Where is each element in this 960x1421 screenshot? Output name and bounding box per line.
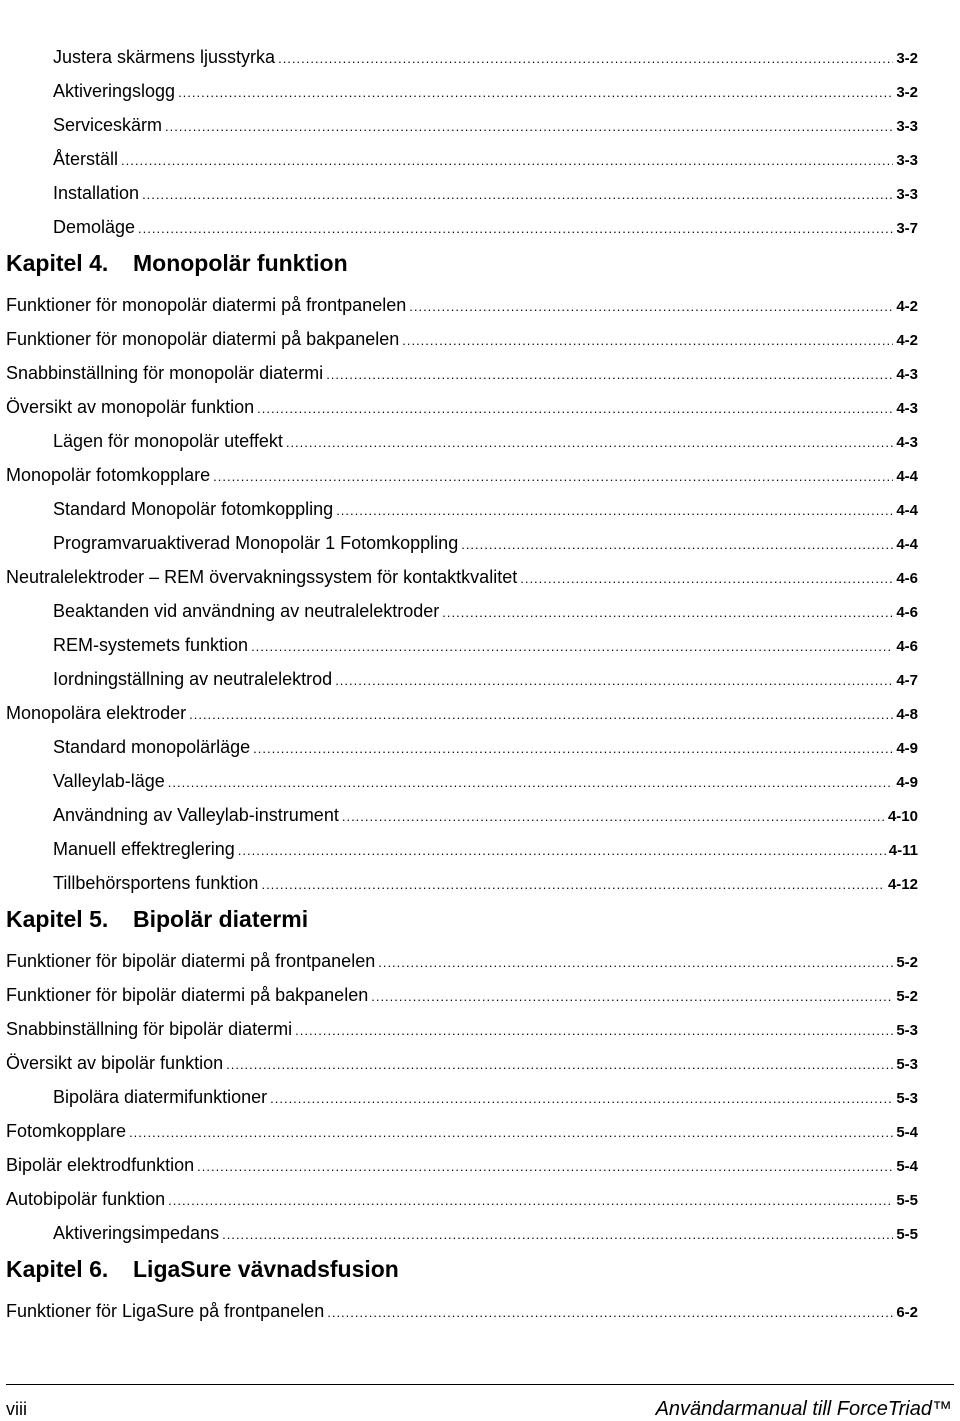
toc-entry-title: Iordningställning av neutralelektrod bbox=[53, 669, 333, 689]
toc-entry-title: Beaktanden vid användning av neutralelektroder bbox=[53, 601, 440, 621]
toc-dot-leader bbox=[336, 501, 893, 521]
toc-entry-row bbox=[53, 805, 918, 827]
toc-page-number: 5-5 bbox=[896, 1226, 918, 1243]
toc-dot-leader bbox=[238, 841, 886, 861]
toc-page-number: 3-3 bbox=[896, 118, 918, 135]
toc-entry-title: Funktioner för monopolär diatermi på bakpanelen bbox=[6, 329, 400, 349]
toc-page-number: 3-2 bbox=[896, 84, 918, 101]
toc-entry-title: Snabbinställning för bipolär diatermi bbox=[6, 1019, 293, 1039]
toc-entry-row bbox=[53, 669, 918, 691]
toc-dot-leader bbox=[142, 185, 893, 205]
toc-dot-leader bbox=[442, 603, 893, 623]
toc-dot-leader bbox=[378, 953, 893, 973]
toc-page-number: 3-3 bbox=[896, 152, 918, 169]
chapter-title: Monopolär funktion bbox=[133, 250, 348, 276]
toc-entry-row bbox=[53, 183, 918, 205]
toc-page-number: 4-6 bbox=[896, 570, 918, 587]
toc-page-number: 4-3 bbox=[896, 434, 918, 451]
toc-entry-title: Tillbehörsportens funktion bbox=[53, 873, 259, 893]
toc-entry[interactable] bbox=[53, 176, 918, 210]
toc-entry-title: Användning av Valleylab-instrument bbox=[53, 805, 339, 825]
toc-entry-title: Funktioner för monopolär diatermi på frontpanelen bbox=[6, 295, 407, 315]
toc-page-number: 5-5 bbox=[896, 1192, 918, 1209]
toc-entry[interactable] bbox=[6, 944, 918, 978]
toc-entry-row bbox=[53, 533, 918, 555]
toc-entry-row bbox=[6, 397, 918, 419]
toc-dot-leader bbox=[261, 875, 885, 895]
toc-entry-title: Serviceskärm bbox=[53, 115, 163, 135]
toc-entry-row bbox=[6, 465, 918, 487]
toc-dot-leader bbox=[138, 219, 893, 239]
toc-dot-leader bbox=[168, 1191, 893, 1211]
toc-page-number: 4-4 bbox=[896, 536, 918, 553]
toc-entry-title: Valleylab-läge bbox=[53, 771, 165, 791]
toc-dot-leader bbox=[295, 1021, 893, 1041]
toc-entry-row bbox=[6, 329, 918, 351]
toc-dot-leader bbox=[409, 297, 893, 317]
toc-page-number: 4-7 bbox=[896, 672, 918, 689]
toc-dot-leader bbox=[165, 117, 893, 137]
toc-entry[interactable] bbox=[53, 866, 918, 900]
toc-entry-title: Fotomkopplare bbox=[6, 1121, 127, 1141]
toc-page-number: 4-3 bbox=[896, 366, 918, 383]
toc-entry[interactable] bbox=[6, 322, 918, 356]
toc-entry[interactable] bbox=[53, 492, 918, 526]
toc-entry[interactable] bbox=[53, 594, 918, 628]
toc-dot-leader bbox=[270, 1089, 893, 1109]
toc-entry-row bbox=[53, 431, 918, 453]
toc-entry-title: Funktioner för bipolär diatermi på bakpanelen bbox=[6, 985, 369, 1005]
footer-divider bbox=[6, 1384, 954, 1385]
toc-page-number: 5-3 bbox=[896, 1022, 918, 1039]
toc-entry[interactable] bbox=[53, 730, 918, 764]
toc-entry-row bbox=[6, 1019, 918, 1041]
toc-entry[interactable] bbox=[6, 696, 918, 730]
toc-page-number: 5-2 bbox=[896, 988, 918, 1005]
footer-page-number: viii bbox=[6, 1399, 27, 1419]
toc-entry-row bbox=[53, 601, 918, 623]
toc-entry[interactable] bbox=[6, 288, 918, 322]
toc-entry-row bbox=[53, 81, 918, 103]
toc-entry-title: Monopolär fotomkopplare bbox=[6, 465, 211, 485]
toc-entry-title: Demoläge bbox=[53, 217, 136, 237]
toc-entry-row bbox=[6, 703, 918, 725]
footer-manual-title: Användarmanual till ForceTriad™ bbox=[655, 1398, 952, 1420]
toc-entry-title: REM-systemets funktion bbox=[53, 635, 249, 655]
toc-entry[interactable] bbox=[6, 1046, 918, 1080]
toc-dot-leader bbox=[189, 705, 893, 725]
toc-entry[interactable] bbox=[6, 356, 918, 390]
toc-entry-row bbox=[6, 1121, 918, 1143]
toc-page-number: 4-6 bbox=[896, 638, 918, 655]
toc-entry-title: Installation bbox=[53, 183, 140, 203]
toc-dot-leader bbox=[178, 83, 893, 103]
toc-entry-title: Snabbinställning för monopolär diatermi bbox=[6, 363, 324, 383]
toc-entry-title: Neutralelektroder – REM övervakningssystem för kontaktkvalitet bbox=[6, 567, 518, 587]
toc-entry[interactable] bbox=[53, 74, 918, 108]
toc-entry[interactable] bbox=[6, 978, 918, 1012]
toc-entry[interactable] bbox=[53, 832, 918, 866]
toc-entry-row bbox=[6, 567, 918, 589]
toc-dot-leader bbox=[222, 1225, 893, 1245]
toc-entry-row bbox=[53, 771, 918, 793]
toc-dot-leader bbox=[327, 1303, 893, 1323]
toc-page-number: 5-2 bbox=[896, 954, 918, 971]
toc-page-number: 4-11 bbox=[888, 842, 918, 859]
toc-entry[interactable] bbox=[6, 458, 918, 492]
toc-entry-row bbox=[53, 217, 918, 239]
toc-entry[interactable] bbox=[6, 1114, 918, 1148]
toc-entry-row bbox=[53, 47, 918, 69]
toc-page-number: 4-3 bbox=[896, 400, 918, 417]
toc-dot-leader bbox=[402, 331, 893, 351]
toc-dot-leader bbox=[197, 1157, 893, 1177]
chapter-heading bbox=[6, 906, 308, 932]
toc-dot-leader bbox=[257, 399, 893, 419]
toc-dot-leader bbox=[226, 1055, 893, 1075]
toc-entry-row bbox=[53, 737, 918, 759]
toc-entry-row bbox=[53, 499, 918, 521]
toc-entry-row bbox=[53, 873, 918, 895]
toc-page-number: 4-9 bbox=[896, 774, 918, 791]
toc-entry-title: Bipolära diatermifunktioner bbox=[53, 1087, 268, 1107]
toc-entry-title: Manuell effektreglering bbox=[53, 839, 235, 859]
toc-page-number: 5-3 bbox=[896, 1056, 918, 1073]
toc-entry-row bbox=[6, 363, 918, 385]
toc-entry[interactable] bbox=[6, 390, 918, 424]
toc-page-number: 3-3 bbox=[896, 186, 918, 203]
toc-page-number: 4-12 bbox=[887, 876, 918, 893]
toc-entry[interactable] bbox=[53, 1080, 918, 1114]
toc-entry[interactable] bbox=[53, 798, 918, 832]
toc-entry-row bbox=[53, 149, 918, 171]
toc-entry-row bbox=[53, 1223, 918, 1245]
toc-page-number: 4-2 bbox=[896, 332, 918, 349]
toc-page-number: 4-4 bbox=[896, 468, 918, 485]
toc-dot-leader bbox=[251, 637, 893, 657]
chapter-title: LigaSure vävnadsfusion bbox=[133, 1256, 399, 1282]
toc-page-number: 4-9 bbox=[896, 740, 918, 757]
toc-entry[interactable] bbox=[53, 1216, 918, 1250]
chapter-number: Kapitel 6. bbox=[6, 1256, 109, 1282]
toc-entry[interactable] bbox=[6, 1148, 918, 1182]
toc-entry-row bbox=[53, 635, 918, 657]
toc-entry-row bbox=[6, 1301, 918, 1323]
toc-entry[interactable] bbox=[6, 1182, 918, 1216]
toc-dot-leader bbox=[253, 739, 893, 759]
toc-page-number: 5-4 bbox=[896, 1124, 918, 1141]
chapter-title: Bipolär diatermi bbox=[133, 906, 309, 932]
toc-entry-title: Programvaruaktiverad Monopolär 1 Fotomkoppling bbox=[53, 533, 459, 553]
toc-entry-title: Aktiveringslogg bbox=[53, 81, 176, 101]
toc-entry[interactable] bbox=[53, 40, 918, 74]
chapter-number: Kapitel 5. bbox=[6, 906, 109, 932]
toc-entry-title: Funktioner för LigaSure på frontpanelen bbox=[6, 1301, 325, 1321]
toc-page-number: 4-4 bbox=[896, 502, 918, 519]
toc-dot-leader bbox=[121, 151, 893, 171]
toc-entry-row bbox=[53, 1087, 918, 1109]
toc-entry-row bbox=[53, 115, 918, 137]
toc-entry-title: Funktioner för bipolär diatermi på frontpanelen bbox=[6, 951, 376, 971]
toc-entry[interactable] bbox=[53, 526, 918, 560]
toc-entry-row bbox=[6, 1053, 918, 1075]
toc-entry[interactable] bbox=[53, 108, 918, 142]
toc-entry-row bbox=[6, 1155, 918, 1177]
toc-entry-row bbox=[6, 295, 918, 317]
toc-dot-leader bbox=[461, 535, 893, 555]
toc-entry[interactable] bbox=[53, 628, 918, 662]
toc-page-number: 6-2 bbox=[896, 1304, 918, 1321]
chapter-heading bbox=[6, 250, 348, 276]
toc-entry[interactable] bbox=[53, 142, 918, 176]
toc-entry[interactable] bbox=[53, 764, 918, 798]
toc-entry[interactable] bbox=[6, 560, 918, 594]
toc-page-number: 4-6 bbox=[896, 604, 918, 621]
chapter-number: Kapitel 4. bbox=[6, 250, 109, 276]
toc-dot-leader bbox=[371, 987, 893, 1007]
toc-dot-leader bbox=[278, 49, 893, 69]
toc-entry-title: Standard Monopolär fotomkoppling bbox=[53, 499, 334, 519]
toc-dot-leader bbox=[342, 807, 885, 827]
toc-entry-title: Återställ bbox=[53, 149, 119, 169]
toc-page-number: 4-8 bbox=[896, 706, 918, 723]
toc-entry-row bbox=[53, 839, 918, 861]
toc-dot-leader bbox=[129, 1123, 893, 1143]
toc-entry-title: Autobipolär funktion bbox=[6, 1189, 166, 1209]
toc-page-number: 4-2 bbox=[896, 298, 918, 315]
toc-entry-row bbox=[6, 985, 918, 1007]
toc-page-number: 3-2 bbox=[896, 50, 918, 67]
toc-entry-title: Bipolär elektrodfunktion bbox=[6, 1155, 195, 1175]
toc-entry-title: Aktiveringsimpedans bbox=[53, 1223, 220, 1243]
toc-entry[interactable] bbox=[53, 424, 918, 458]
toc-entry-title: Översikt av bipolär funktion bbox=[6, 1053, 224, 1073]
toc-entry[interactable] bbox=[53, 662, 918, 696]
toc-page-number: 3-7 bbox=[896, 220, 918, 237]
chapter-heading bbox=[6, 1256, 399, 1282]
toc-entry[interactable] bbox=[6, 1012, 918, 1046]
toc-entry-title: Översikt av monopolär funktion bbox=[6, 397, 255, 417]
toc-entry[interactable] bbox=[6, 1294, 918, 1328]
toc-entry-row bbox=[6, 951, 918, 973]
toc-entry-title: Justera skärmens ljusstyrka bbox=[53, 47, 276, 67]
toc-page-number: 5-3 bbox=[896, 1090, 918, 1107]
toc-page-number: 4-10 bbox=[887, 808, 918, 825]
toc-dot-leader bbox=[168, 773, 894, 793]
toc-dot-leader bbox=[335, 671, 893, 691]
toc-entry-row bbox=[6, 1189, 918, 1211]
toc-dot-leader bbox=[213, 467, 893, 487]
toc-entry-title: Monopolära elektroder bbox=[6, 703, 187, 723]
toc-entry-title: Lägen för monopolär uteffekt bbox=[53, 431, 283, 451]
toc-entry-title: Standard monopolärläge bbox=[53, 737, 251, 757]
toc-entry[interactable] bbox=[53, 210, 918, 244]
toc-dot-leader bbox=[286, 433, 893, 453]
toc-page-number: 5-4 bbox=[896, 1158, 918, 1175]
toc-dot-leader bbox=[520, 569, 893, 589]
toc-dot-leader bbox=[326, 365, 893, 385]
